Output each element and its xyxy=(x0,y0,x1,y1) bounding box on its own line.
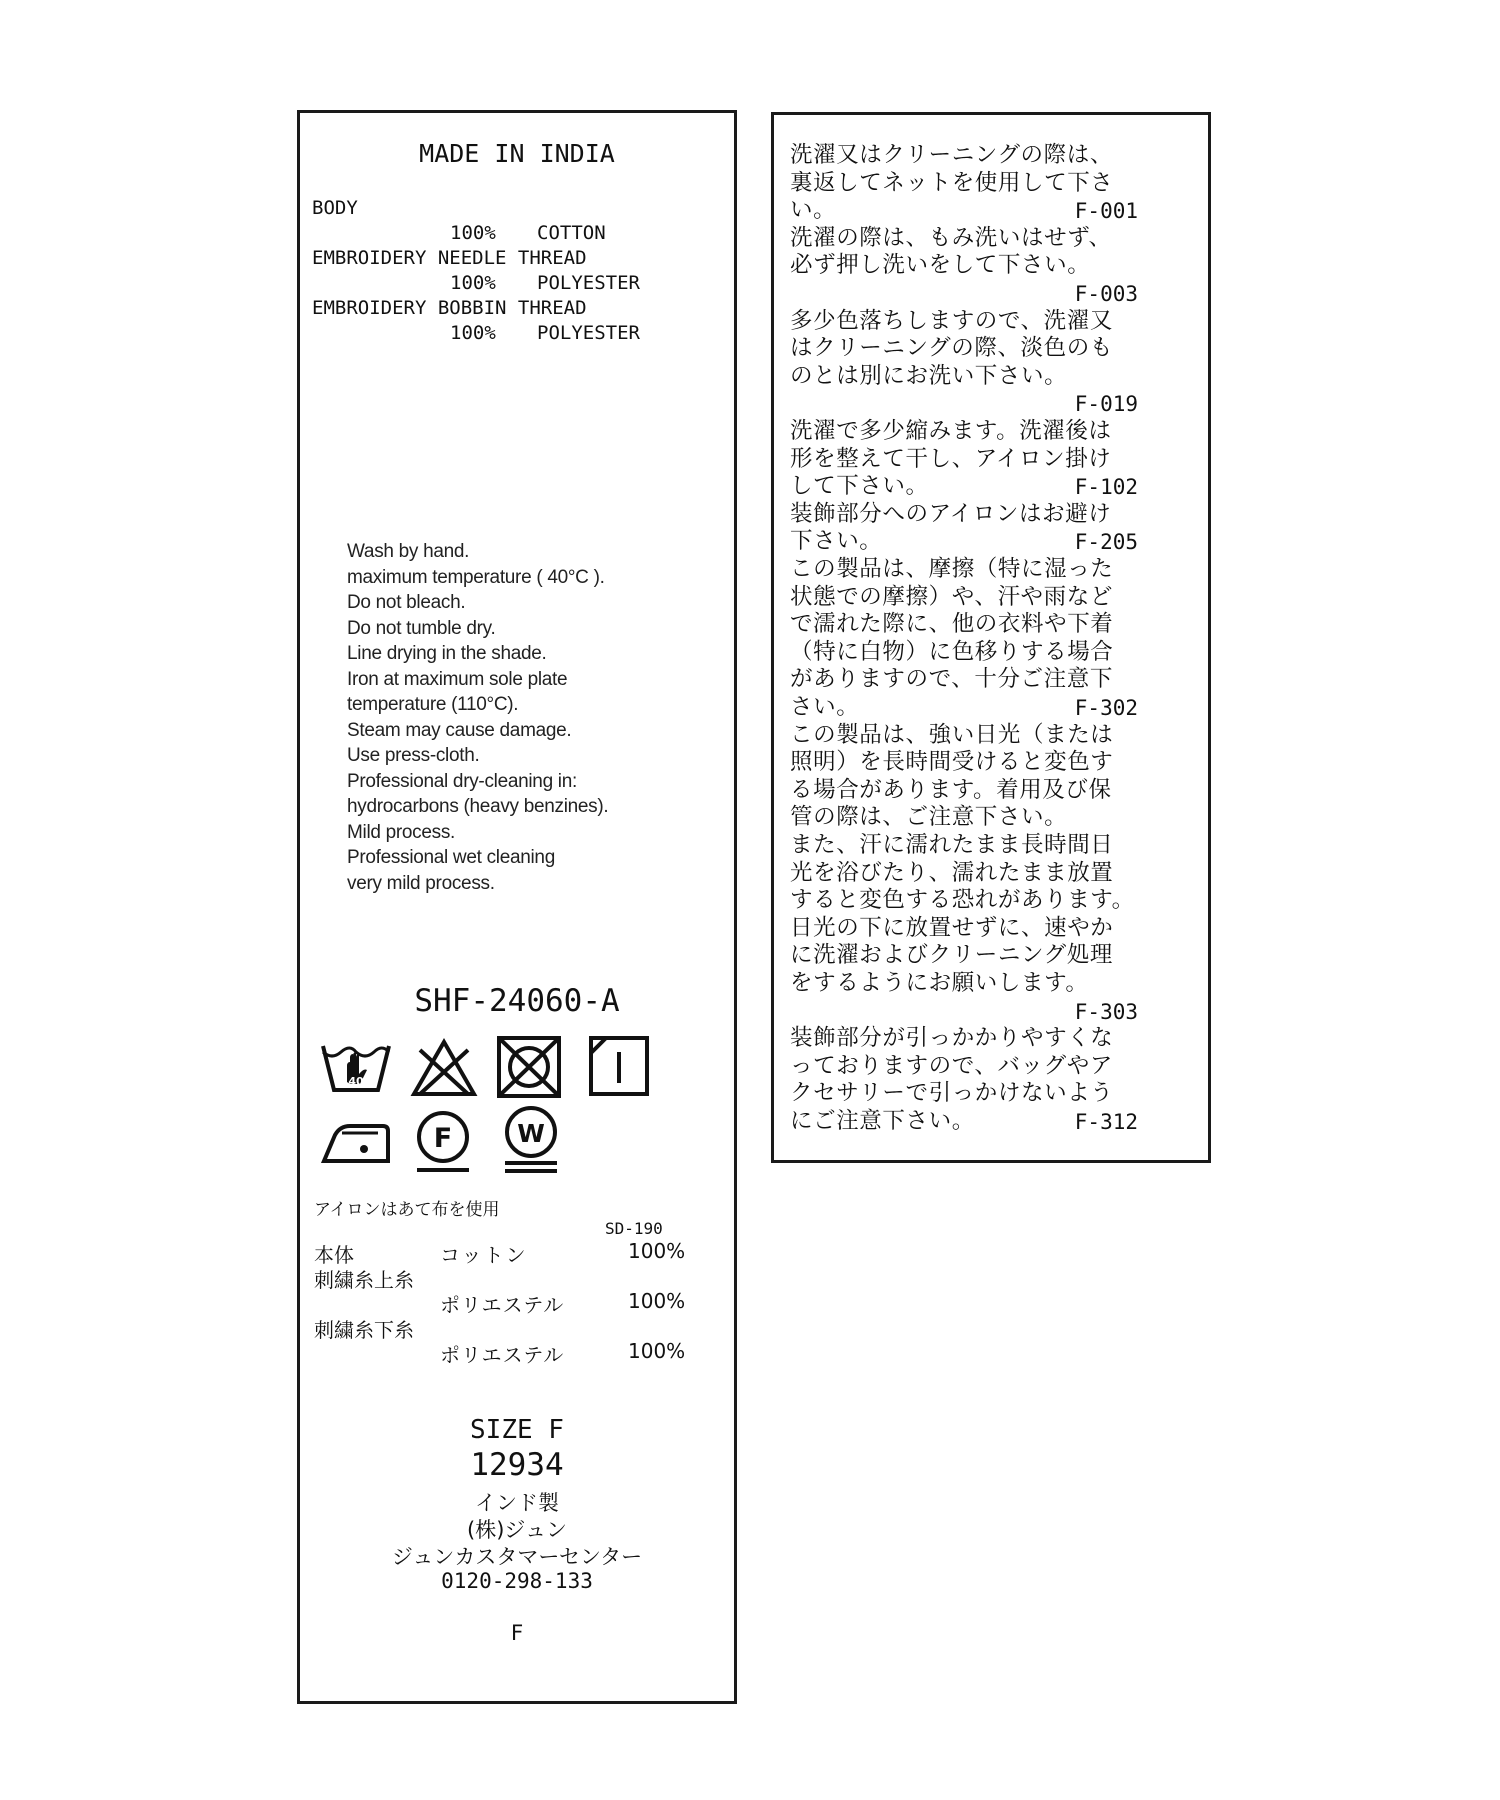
composition-part-needle: EMBROIDERY NEEDLE THREAD xyxy=(312,247,587,269)
iron-note: アイロンはあて布を使用 xyxy=(314,1200,500,1220)
care-note-line: にご注意下さい。 xyxy=(790,1108,975,1134)
care-note-line: い。 xyxy=(790,197,837,224)
wash-temp-text: 40 xyxy=(348,1075,364,1088)
care-note-line: すると変色する恐れがあります。 xyxy=(790,887,1135,914)
company-name: (株)ジュン xyxy=(467,1518,567,1542)
dry-clean-f-icon xyxy=(412,1110,474,1174)
care-note-code: F-303 xyxy=(1074,999,1138,1024)
jp-bobbin-material: ポリエステル xyxy=(440,1343,565,1367)
care-note-line: 多少色落ちしますので、洗濯又 xyxy=(790,307,1113,334)
care-line: very mild process. xyxy=(347,872,495,894)
care-note-line: 光を浴びたり、濡れたまま放置 xyxy=(790,859,1114,886)
care-line: Do not tumble dry. xyxy=(347,617,496,639)
care-note-line: 日光の下に放置せずに、速やか xyxy=(790,914,1114,941)
care-note-code: F-102 xyxy=(1074,475,1138,500)
care-note-line: 形を整えて干し、アイロン掛け xyxy=(790,445,1112,472)
care-note-line: 洗濯で多少縮みます。洗濯後は xyxy=(790,418,1112,444)
composition-part-body: BODY xyxy=(312,197,358,219)
jp-bobbin-label: 刺繍糸下糸 xyxy=(314,1318,414,1342)
care-line: maximum temperature ( 40°C ). xyxy=(347,566,605,588)
care-note-code: F-003 xyxy=(1074,282,1138,306)
care-note-code: F-001 xyxy=(1074,199,1138,224)
care-note-line: 洗濯又はクリーニングの際は、 xyxy=(790,142,1113,168)
care-note-line: また、汗に濡れたまま長時間日 xyxy=(790,832,1114,858)
care-line: Mild process. xyxy=(347,821,456,843)
size-text: SIZE F xyxy=(470,1415,564,1445)
composition-material-needle: POLYESTER xyxy=(537,272,640,294)
care-line: Wash by hand. xyxy=(347,541,470,562)
care-line: Professional wet cleaning xyxy=(347,847,555,868)
care-note-line: 装飾部分へのアイロンはお避け xyxy=(790,500,1112,527)
care-note-line: して下さい。 xyxy=(790,473,929,500)
care-note-line: 必ず押し洗いをして下さい。 xyxy=(790,252,1091,279)
product-number: 12934 xyxy=(470,1447,564,1483)
care-note-line: この製品は、強い日光（または xyxy=(790,721,1114,748)
care-note-code: F-019 xyxy=(1074,392,1138,417)
phone-number: 0120-298-133 xyxy=(441,1569,593,1593)
care-note-line: （特に白物）に色移りする場合 xyxy=(790,638,1114,665)
care-note-line: のとは別にお洗い下さい。 xyxy=(790,362,1068,389)
jp-body-material: コットン xyxy=(440,1243,528,1267)
care-note-code: F-302 xyxy=(1074,696,1138,720)
care-label-right xyxy=(771,112,1211,1163)
care-line: hydrocarbons (heavy benzines). xyxy=(347,796,609,817)
care-instructions xyxy=(347,539,608,896)
size-mark: F xyxy=(510,1621,524,1645)
care-note-line: る場合があります。着用及び保 xyxy=(790,776,1112,803)
do-not-tumble-dry-icon xyxy=(496,1035,562,1099)
jp-body-percent: 100% xyxy=(628,1239,686,1263)
composition-percent-needle: 100% xyxy=(450,272,496,294)
care-line: Professional dry-cleaning in: xyxy=(347,770,577,792)
care-label-left xyxy=(297,110,737,1704)
care-note-line: をするようにお願いします。 xyxy=(790,970,1089,996)
care-line: Iron at maximum sole plate xyxy=(347,668,568,690)
care-note-line: 下さい。 xyxy=(790,528,883,555)
care-note-line: 状態での摩擦）や、汗や雨など xyxy=(790,583,1113,610)
code-sd: SD-190 xyxy=(605,1219,663,1238)
care-line: Use press-cloth. xyxy=(347,745,480,766)
dry-clean-letter: F xyxy=(433,1123,453,1154)
jp-needle-material: ポリエステル xyxy=(440,1293,565,1317)
care-note-line: はクリーニングの際、淡色のも xyxy=(790,335,1113,362)
style-code: SHF-24060-A xyxy=(414,983,620,1019)
care-note-code: F-312 xyxy=(1074,1110,1138,1134)
jp-needle-label: 刺繍糸上糸 xyxy=(314,1268,414,1292)
wet-clean-w-icon xyxy=(500,1105,562,1175)
care-note-line: 洗濯の際は、もみ洗いはせず、 xyxy=(790,224,1112,251)
care-line: Steam may cause damage. xyxy=(347,719,572,741)
jp-needle-percent: 100% xyxy=(628,1289,686,1313)
do-not-bleach-icon xyxy=(410,1038,478,1098)
care-note-line: 照明）を長時間受けると変色す xyxy=(790,749,1114,776)
care-note-line: さい。 xyxy=(790,694,860,720)
care-note-line: で濡れた際に、他の衣料や下着 xyxy=(790,611,1114,638)
composition-percent-bobbin: 100% xyxy=(450,322,496,344)
care-line: Do not bleach. xyxy=(347,592,466,613)
line-dry-shade-icon xyxy=(588,1035,650,1097)
composition-material-bobbin: POLYESTER xyxy=(537,322,640,344)
care-note-line: っておりますので、バッグやア xyxy=(790,1052,1113,1079)
wet-clean-letter: W xyxy=(517,1119,545,1148)
care-note-line: 裏返してネットを使用して下さ xyxy=(790,169,1114,196)
care-note-line: 装飾部分が引っかかりやすくな xyxy=(790,1025,1114,1052)
composition-material-body: COTTON xyxy=(537,222,606,244)
jp-bobbin-percent: 100% xyxy=(628,1339,686,1363)
care-line: Line drying in the shade. xyxy=(347,643,547,664)
care-note-line: 管の際は、ご注意下さい。 xyxy=(790,804,1068,831)
hand-wash-40-icon xyxy=(320,1038,392,1096)
iron-low-icon xyxy=(320,1123,392,1165)
care-note-line: クセサリーで引っかけないよう xyxy=(790,1080,1114,1107)
care-note-line: に洗濯およびクリーニング処理 xyxy=(790,942,1113,969)
customer-center: ジュンカスタマーセンター xyxy=(391,1545,643,1569)
composition-part-bobbin: EMBROIDERY BOBBIN THREAD xyxy=(312,297,587,319)
care-line: temperature (110°C). xyxy=(347,694,519,715)
jp-body-label: 本体 xyxy=(314,1243,354,1267)
care-note-line: この製品は、摩擦（特に湿った xyxy=(790,556,1114,582)
care-note-line: がありますので、十分ご注意下 xyxy=(790,666,1113,693)
origin-heading: MADE IN INDIA xyxy=(419,139,615,168)
origin-jp: インド製 xyxy=(475,1491,559,1515)
care-note-code: F-205 xyxy=(1074,530,1138,555)
composition-percent-body: 100% xyxy=(450,222,496,244)
